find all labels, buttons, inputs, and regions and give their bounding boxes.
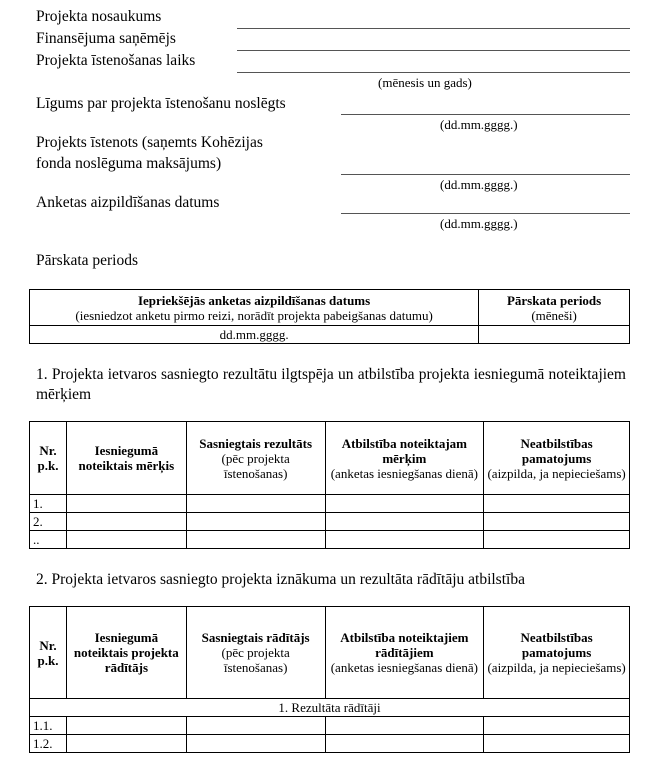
prev-date-header-note: (iesniedzot anketu pirmo reizi, norādīt projekta pabeigšanas datumu) xyxy=(75,307,433,323)
ind-row-nr: 1.1. xyxy=(30,717,67,735)
goals-col-reason-title: Neatbilstības pamatojums xyxy=(520,435,593,466)
goals-cell[interactable] xyxy=(484,531,630,549)
goals-cell[interactable] xyxy=(66,531,186,549)
goals-cell[interactable] xyxy=(325,513,484,531)
goals-row-nr: .. xyxy=(30,531,67,549)
goals-col-goal: Iesniegumā noteiktais mērķis xyxy=(66,422,186,495)
goals-cell[interactable] xyxy=(484,495,630,513)
ind-cell[interactable] xyxy=(325,717,484,735)
duration-line[interactable] xyxy=(237,72,630,73)
ind-cell[interactable] xyxy=(66,735,186,753)
ind-cell[interactable] xyxy=(484,717,630,735)
ind-col-match xyxy=(325,607,484,699)
goals-col-result-note: (pēc projekta īstenošanas) xyxy=(221,450,290,481)
agreement-label: Līgums par projekta īstenošanu noslēgts xyxy=(36,95,286,112)
project-name-line[interactable] xyxy=(237,28,630,29)
ind-col-match-note: (anketas iesniegšanas dienā) xyxy=(330,660,478,675)
goals-col-reason-note: (aizpilda, ja nepieciešams) xyxy=(487,465,626,481)
ind-col-reason-title: Neatbilstības pamatojums xyxy=(520,630,593,660)
ind-cell[interactable] xyxy=(66,717,186,735)
agreement-line[interactable] xyxy=(341,114,630,115)
implemented-hint: (dd.mm.gggg.) xyxy=(440,177,518,192)
goals-cell[interactable] xyxy=(66,495,186,513)
prev-date-header xyxy=(30,290,479,326)
recipient-label: Finansējuma saņēmējs xyxy=(36,30,176,47)
implemented-label-1: Projekts īstenots (saņemts Kohēzijas xyxy=(36,134,263,151)
goals-col-match-note: (anketas iesniegšanas dienā) xyxy=(330,465,478,481)
ind-cell[interactable] xyxy=(186,717,325,735)
duration-label: Projekta īstenošanas laiks xyxy=(36,52,196,69)
period-header-note: (mēneši) xyxy=(531,307,577,323)
implemented-label-2: fonda noslēguma maksājums) xyxy=(36,155,222,172)
ind-col-nr: Nr. p.k. xyxy=(30,607,67,699)
indicators-table xyxy=(29,606,630,753)
ind-col-reason xyxy=(484,607,630,699)
table-row xyxy=(30,735,630,753)
ind-col-indicator: Iesniegumā noteiktais projekta rādītājs xyxy=(66,607,186,699)
ind-cell[interactable] xyxy=(186,735,325,753)
ind-col-achieved-title: Sasniegtais rādītājs xyxy=(201,630,310,645)
goals-col-reason xyxy=(484,422,630,495)
prev-date-cell[interactable]: dd.mm.gggg. xyxy=(30,326,479,344)
goals-col-match-title: Atbilstība noteiktajam mērķim xyxy=(341,435,468,466)
goals-cell[interactable] xyxy=(186,513,325,531)
goals-table xyxy=(29,421,630,549)
goals-row-nr: 2. xyxy=(30,513,67,531)
goals-cell[interactable] xyxy=(484,513,630,531)
goals-cell[interactable] xyxy=(186,495,325,513)
fill-date-label: Anketas aizpildīšanas datums xyxy=(36,194,220,211)
section2-title: 2. Projekta ietvaros sasniegto projekta iznākuma un rezultāta rādītāju atbilstība xyxy=(36,571,525,588)
fill-date-line[interactable] xyxy=(341,213,630,214)
ind-col-achieved xyxy=(186,607,325,699)
goals-row-nr: 1. xyxy=(30,495,67,513)
table-row xyxy=(30,513,630,531)
ind-col-reason-note: (aizpilda, ja nepieciešams) xyxy=(487,660,626,675)
fill-date-hint: (dd.mm.gggg.) xyxy=(440,216,518,231)
ind-group-header: 1. Rezultāta rādītāji xyxy=(30,699,630,717)
ind-row-nr: 1.2. xyxy=(30,735,67,753)
ind-col-achieved-note: (pēc projekta īstenošanas) xyxy=(221,645,290,675)
report-period-table xyxy=(29,289,630,344)
period-header xyxy=(479,290,630,326)
goals-col-nr: Nr. p.k. xyxy=(30,422,67,495)
period-header-title: Pārskata periods xyxy=(506,292,602,308)
table-row xyxy=(30,531,630,549)
goals-cell[interactable] xyxy=(66,513,186,531)
section1-title: 1. Projekta ietvaros sasniegto rezultātu ilgtspēja un atbilstība projekta iesniegumā noteiktajiem mērķiem xyxy=(36,366,626,403)
goals-col-match xyxy=(325,422,484,495)
goals-col-result xyxy=(186,422,325,495)
goals-cell[interactable] xyxy=(325,495,484,513)
project-name-label: Projekta nosaukums xyxy=(36,8,162,25)
table-row xyxy=(30,495,630,513)
implemented-line[interactable] xyxy=(341,174,630,175)
agreement-hint: (dd.mm.gggg.) xyxy=(440,117,518,132)
goals-col-result-title: Sasniegtais rezultāts xyxy=(199,435,313,451)
table-row xyxy=(30,717,630,735)
goals-cell[interactable] xyxy=(325,531,484,549)
ind-col-match-title: Atbilstība noteiktajiem rādītājiem xyxy=(340,630,469,660)
recipient-line[interactable] xyxy=(237,50,630,51)
prev-date-header-title: Iepriekšējās anketas aizpildīšanas datums xyxy=(137,292,371,308)
ind-cell[interactable] xyxy=(325,735,484,753)
ind-cell[interactable] xyxy=(484,735,630,753)
goals-cell[interactable] xyxy=(186,531,325,549)
period-cell[interactable] xyxy=(479,326,630,344)
report-period-label: Pārskata periods xyxy=(36,252,139,269)
duration-hint: (mēnesis un gads) xyxy=(378,75,472,90)
